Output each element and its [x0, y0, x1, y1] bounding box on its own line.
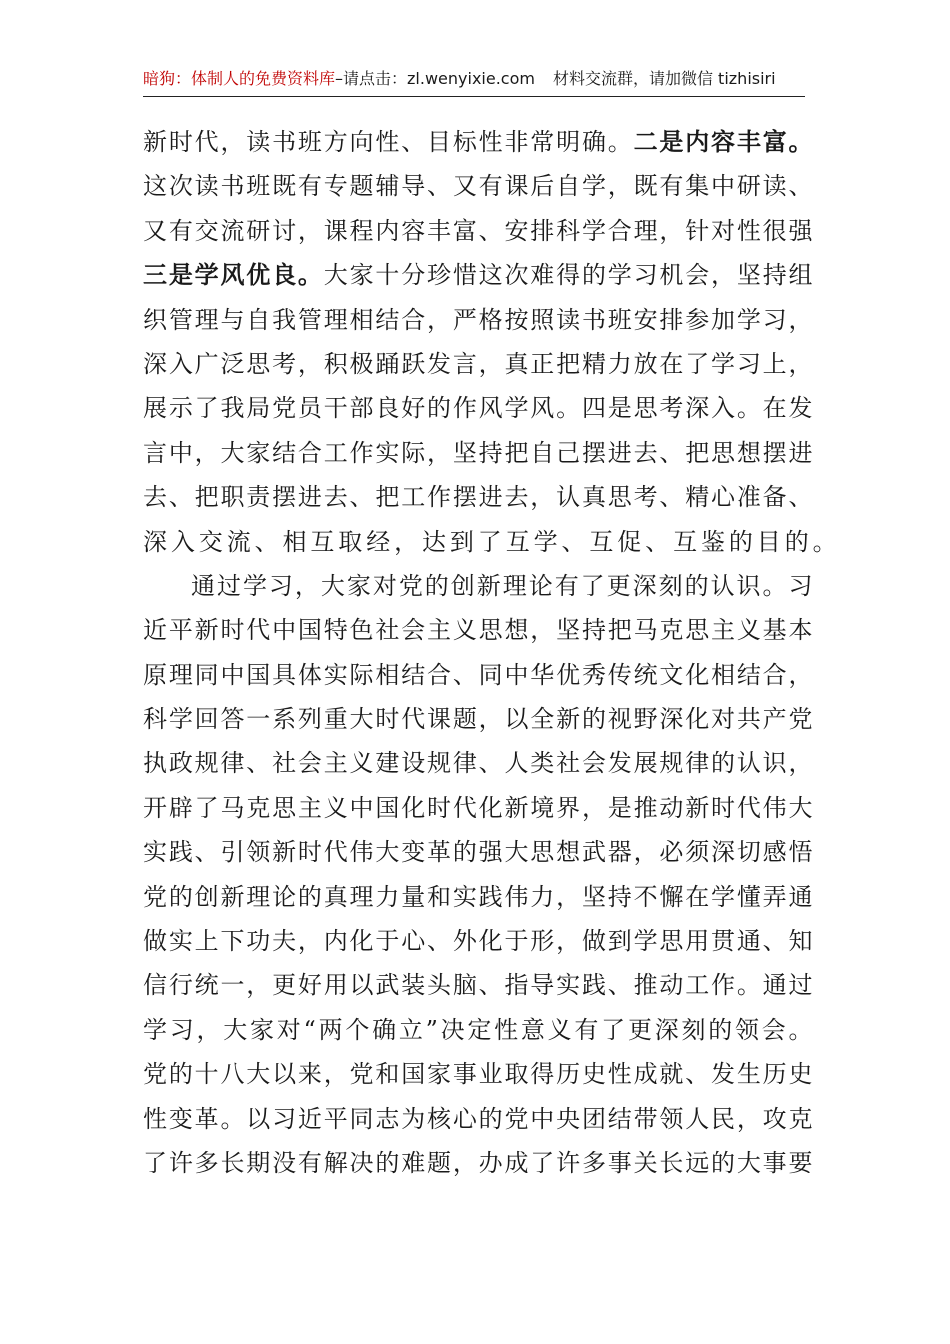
- text-line-segment: 通过学习，大家对党的创新理论有了更深刻的认识。习: [191, 571, 813, 600]
- text-line: [143, 963, 813, 1007]
- text-line: [143, 786, 813, 830]
- text-line-segment: 了许多长期没有解决的难题，办成了许多事关长远的大事要: [143, 1148, 813, 1177]
- text-line-segment: 执政规律、社会主义建设规律、人类社会发展规律的认识，: [143, 749, 813, 778]
- text-line: [143, 653, 813, 697]
- text-line-segment: 做实上下功夫，内化于心、外化于形，做到学思用贯通、知: [143, 927, 813, 956]
- text-line: [143, 342, 813, 386]
- text-line-segment: 展示了我局党员干部良好的作风学风。四是思考深入。在发: [143, 394, 813, 423]
- header-group-text: 材料交流群，请加微信 tizhisiri: [552, 69, 776, 88]
- text-line-segment: 实践、引领新时代伟大变革的强大思想武器，必须深切感悟: [143, 838, 813, 867]
- header-url-link[interactable]: zl.wenyixie.com: [407, 69, 535, 88]
- text-line-segment: 信行统一，更好用以武装头脑、指导实践、推动工作。通过: [143, 971, 813, 1000]
- text-line: [143, 209, 813, 253]
- text-line: [143, 520, 841, 564]
- text-line-segment: 新时代，读书班方向性、目标性非常明确。: [143, 128, 634, 156]
- text-line-segment: 深入交流、相互取经，达到了互学、互促、互鉴的目的。: [143, 527, 841, 556]
- text-line: [143, 386, 813, 430]
- bold-heading-content-rich: 二是内容丰富。: [633, 127, 814, 156]
- text-line: [143, 120, 813, 164]
- header-site-name: 暗狗：体制人的免费资料库: [143, 69, 336, 88]
- text-line-segment: 深入广泛思考，积极踊跃发言，真正把精力放在了学习上，: [143, 349, 813, 378]
- text-line-segment: 原理同中国具体实际相结合、同中华优秀传统文化相结合，: [143, 660, 813, 689]
- paragraph-first-line: [143, 564, 813, 608]
- text-line: [143, 1052, 813, 1096]
- text-line: [143, 431, 813, 475]
- text-line-segment: 近平新时代中国特色社会主义思想，坚持把马克思主义基本: [143, 616, 813, 645]
- text-line: [143, 919, 813, 963]
- text-line-segment: 开辟了马克思主义中国化时代化新境界，是推动新时代伟大: [143, 793, 813, 822]
- text-line-segment: 言中，大家结合工作实际，坚持把自己摆进去、把思想摆进: [143, 438, 813, 467]
- text-line: [143, 741, 813, 785]
- text-line: [143, 830, 813, 874]
- text-line: [143, 1008, 813, 1052]
- text-line: [143, 608, 813, 652]
- page-header: [143, 62, 805, 97]
- text-line-segment: 这次读书班既有专题辅导、又有课后自学，既有集中研读、: [143, 172, 813, 201]
- text-line-segment: 去、把职责摆进去、把工作摆进去，认真思考、精心准备、: [143, 483, 813, 512]
- text-line-segment: 织管理与自我管理相结合，严格按照读书班安排参加学习，: [143, 305, 813, 334]
- text-line-segment: 科学回答一系列重大时代课题，以全新的视野深化对共产党: [143, 705, 813, 734]
- text-line: [143, 164, 813, 208]
- text-line: [143, 475, 813, 519]
- bold-heading-study-style: 三是学风优良。: [143, 260, 324, 290]
- text-line: [143, 1097, 813, 1141]
- text-line-segment: 党的创新理论的真理力量和实践伟力，坚持不懈在学懂弄通: [143, 882, 813, 911]
- text-line-segment: 又有交流研讨，课程内容丰富、安排科学合理，针对性很强: [143, 216, 813, 245]
- text-line: [143, 1141, 813, 1185]
- text-line: [143, 697, 813, 741]
- body-text: [143, 120, 841, 1185]
- text-line-segment: 学习，大家对“两个确立”决定性意义有了更深刻的领会。: [143, 1015, 813, 1044]
- text-line-segment: 大家十分珍惜这次难得的学习机会，坚持组: [323, 261, 814, 290]
- text-line: [143, 875, 813, 919]
- header-click-prompt: –请点击：: [335, 69, 408, 88]
- text-line: [143, 253, 813, 297]
- text-line-segment: 党的十八大以来，党和国家事业取得历史性成就、发生历史: [143, 1060, 813, 1089]
- text-line: [143, 298, 813, 342]
- text-line-segment: 性变革。以习近平同志为核心的党中央团结带领人民，攻克: [143, 1104, 813, 1133]
